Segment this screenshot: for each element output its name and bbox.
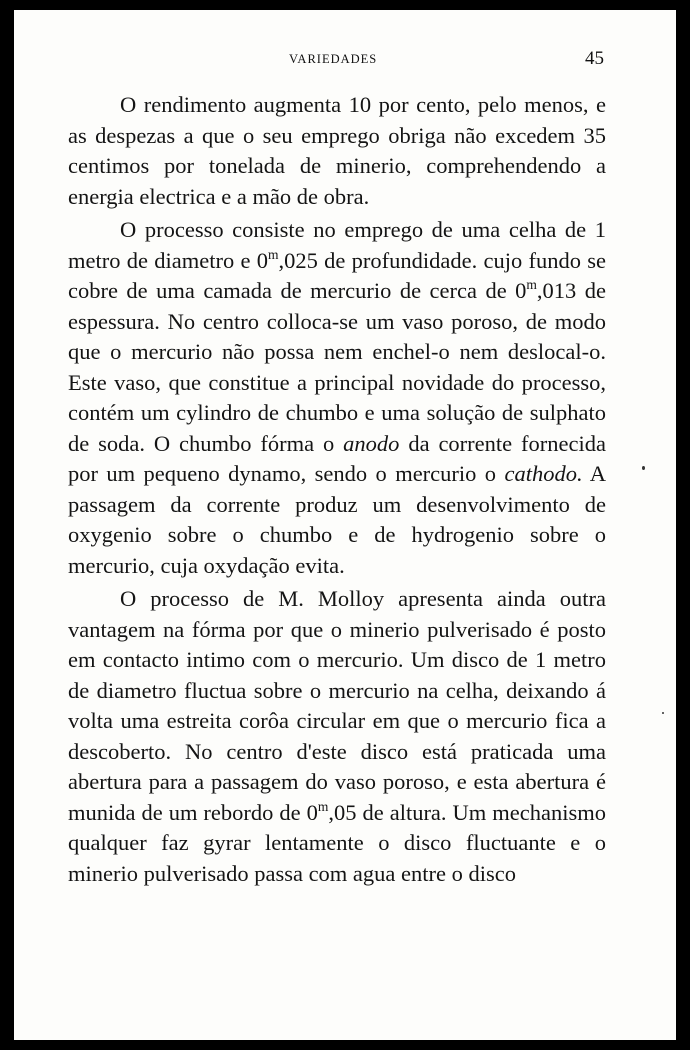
paragraph-3-text: ,05 de altura. Um mechanismo qualquer faz gyrar lentamente o disco fluctuante e o minerio pulverisado passa com agua entre o disco xyxy=(68,799,606,886)
book-page xyxy=(14,10,676,1040)
paragraph-2-text: A passagem da corrente produz um desenvolvimento de oxygenio sobre o chumbo e de hydrogenio sobre o mercurio, cuja oxydação evita. xyxy=(68,461,606,578)
unit-superscript: m xyxy=(526,277,537,293)
running-title: VARIEDADES xyxy=(289,52,378,66)
paragraph-1: O rendimento augmenta 10 por cento, pelo menos, e as despezas a que o seu emprego obriga não excedem 35 centimos por tonelada de minerio, comprehendendo a energia electrica e a mão de obra. xyxy=(68,92,606,209)
page-number: 45 xyxy=(585,48,604,69)
unit-superscript: m xyxy=(317,798,329,814)
paragraph-2-text: ,025 de profundidade. cujo fundo se cobre de uma camada de mercurio de cerca de 0 xyxy=(68,247,606,303)
body-text xyxy=(68,90,606,892)
unit-superscript: m xyxy=(267,246,279,262)
paragraph-3-text: O processo de M. Molloy apresenta ainda outra vantagem na fórma por que o minerio pulverisado é posto em contacto intimo com o mercurio. Um disco de 1 metro de diametro fluctua sobre o mercurio na celha, deixando á volta uma estreita corôa circular em que o mercurio fica a descoberto. No centro d'este disco está praticada uma abertura para a passagem do vaso poroso, e esta abertura é munida de um rebordo de 0 xyxy=(68,586,606,825)
page-header xyxy=(14,48,676,78)
paragraph-2-text: da corrente fornecida por um pequeno dynamo, sendo o mercurio o xyxy=(68,430,606,486)
ink-speck xyxy=(642,466,645,470)
paragraph-2-text: ,013 de espessura. No centro colloca-se um vaso poroso, de modo que o mercurio não possa nem enchel-o nem deslocal-o. Este vaso, que constitue a principal novidade do processo, contém um cylindro de chumbo e uma solução de sulphato de soda. O chumbo fórma o xyxy=(68,278,606,456)
paragraph-3 xyxy=(68,584,606,889)
italic-term-anodo: anodo xyxy=(343,430,400,456)
ink-speck xyxy=(662,712,664,714)
paragraph-2-text: O processo consiste no emprego de uma celha de 1 metro de diametro e 0 xyxy=(68,217,606,273)
paragraph-2 xyxy=(68,215,606,581)
italic-term-cathodo: cathodo. xyxy=(504,461,583,486)
